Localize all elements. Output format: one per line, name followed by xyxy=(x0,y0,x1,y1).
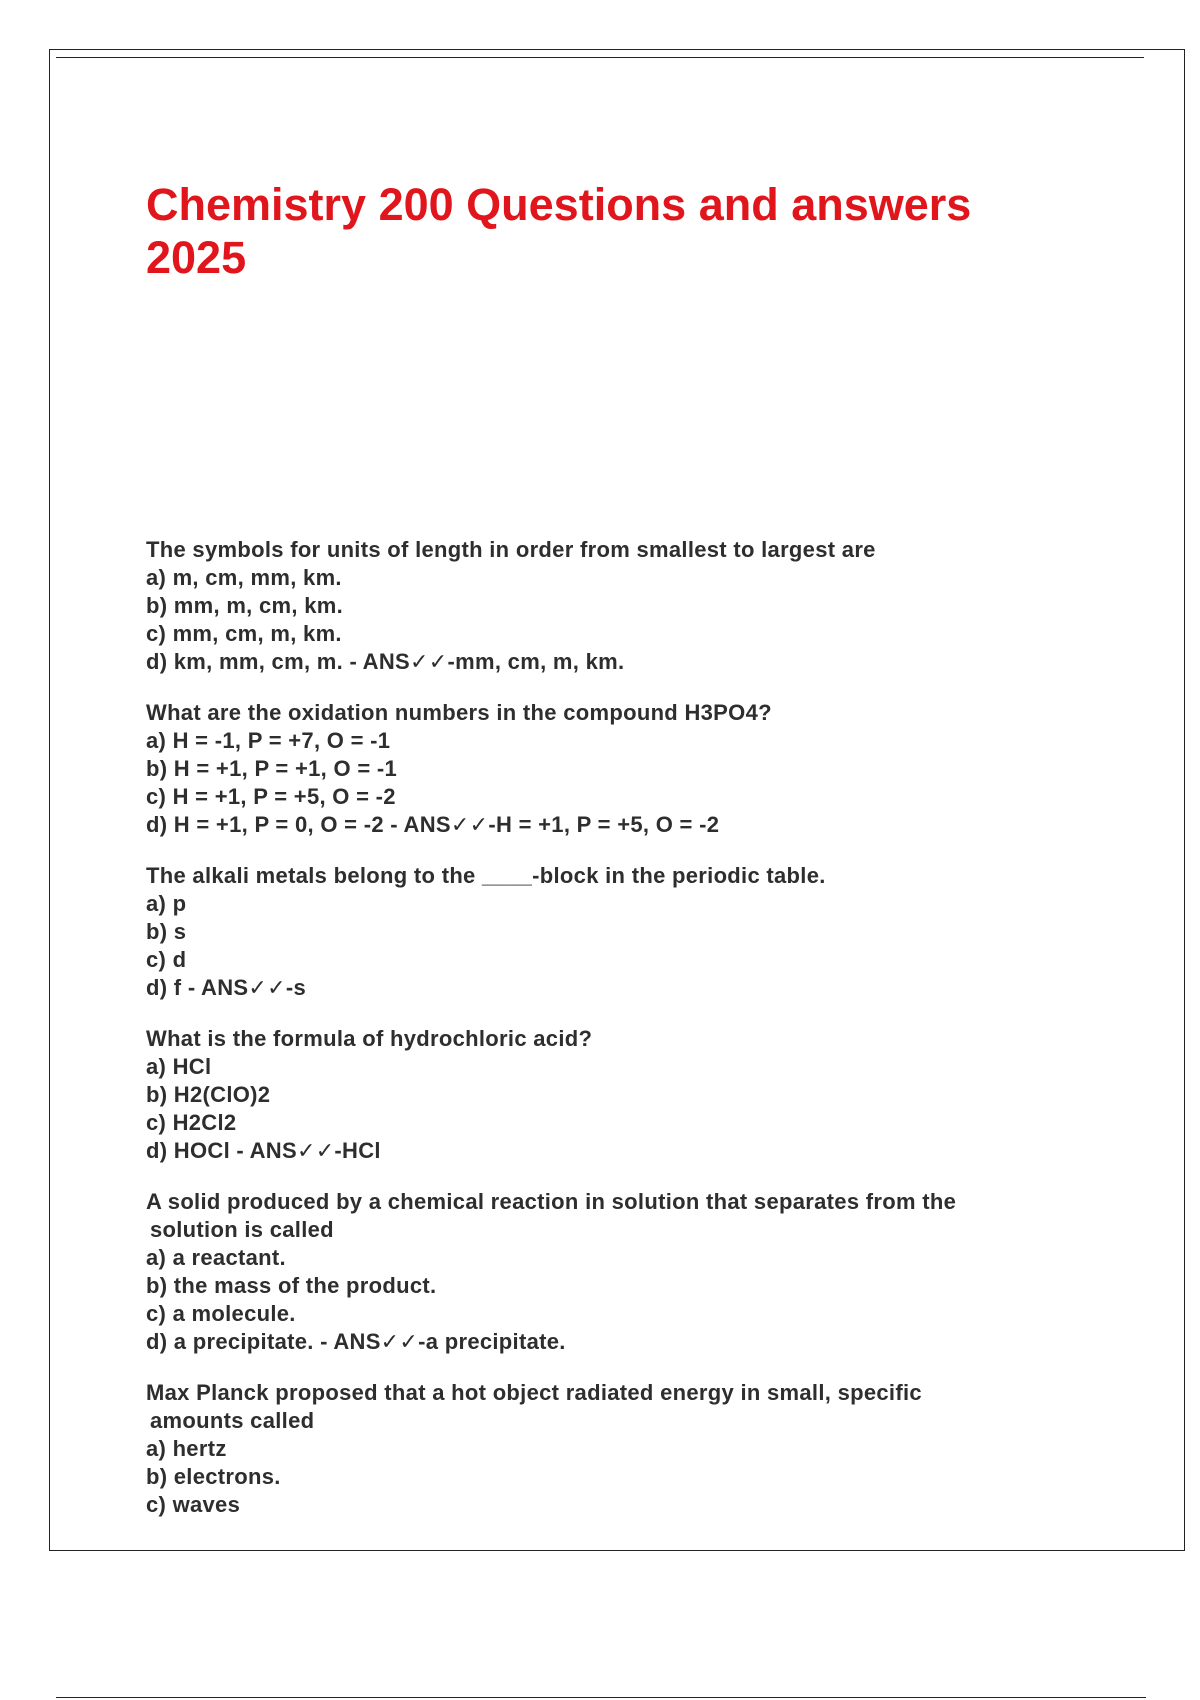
answer-option: b) mm, m, cm, km. xyxy=(146,593,344,618)
answer-option: b) the mass of the product. xyxy=(146,1273,437,1298)
answer-option: c) a molecule. xyxy=(146,1301,296,1326)
question-block xyxy=(146,862,1106,1002)
answer-option-with-key: d) HOCl - ANS✓✓-HCl xyxy=(146,1138,381,1163)
question-text: The alkali metals belong to the ____-block in the periodic table. xyxy=(146,863,826,888)
question-block xyxy=(146,699,1106,839)
question-text xyxy=(146,1188,1106,1244)
question-line-1: A solid produced by a chemical reaction in solution that separates from the xyxy=(146,1189,957,1214)
answer-option: c) H2Cl2 xyxy=(146,1110,237,1135)
question-line-2: solution is called xyxy=(150,1217,334,1242)
answer-option: c) H = +1, P = +5, O = -2 xyxy=(146,784,396,809)
answer-option: a) a reactant. xyxy=(146,1245,286,1270)
question-line-1: Max Planck proposed that a hot object radiated energy in small, specific xyxy=(146,1380,922,1405)
answer-option-with-key: d) a precipitate. - ANS✓✓-a precipitate. xyxy=(146,1329,566,1354)
question-text: What are the oxidation numbers in the compound H3PO4? xyxy=(146,700,772,725)
document-title: Chemistry 200 Questions and answers 2025 xyxy=(146,179,972,283)
answer-option-with-key: d) f - ANS✓✓-s xyxy=(146,975,307,1000)
answer-option: a) HCl xyxy=(146,1054,212,1079)
question-list xyxy=(146,536,1106,1542)
question-text: The symbols for units of length in order from smallest to largest are xyxy=(146,537,876,562)
answer-option: a) p xyxy=(146,891,187,916)
bottom-rule xyxy=(56,1697,1146,1698)
page-frame xyxy=(49,49,1185,1551)
answer-option: b) H2(ClO)2 xyxy=(146,1082,271,1107)
answer-option-with-key: d) H = +1, P = 0, O = -2 - ANS✓✓-H = +1, P = +5, O = -2 xyxy=(146,812,720,837)
question-block xyxy=(146,1188,1106,1356)
question-block xyxy=(146,1379,1106,1519)
answer-option: a) H = -1, P = +7, O = -1 xyxy=(146,728,391,753)
top-rule xyxy=(56,57,1144,58)
answer-option: b) electrons. xyxy=(146,1464,281,1489)
answer-option: b) s xyxy=(146,919,187,944)
answer-option: c) d xyxy=(146,947,187,972)
answer-option: c) mm, cm, m, km. xyxy=(146,621,342,646)
question-text xyxy=(146,1379,1106,1435)
question-block xyxy=(146,536,1106,676)
answer-option: a) hertz xyxy=(146,1436,227,1461)
question-line-2: amounts called xyxy=(150,1408,315,1433)
answer-option: a) m, cm, mm, km. xyxy=(146,565,342,590)
question-text: What is the formula of hydrochloric acid? xyxy=(146,1026,593,1051)
question-block xyxy=(146,1025,1106,1165)
answer-option-with-key: d) km, mm, cm, m. - ANS✓✓-mm, cm, m, km. xyxy=(146,649,625,674)
answer-option: c) waves xyxy=(146,1492,241,1517)
answer-option: b) H = +1, P = +1, O = -1 xyxy=(146,756,398,781)
